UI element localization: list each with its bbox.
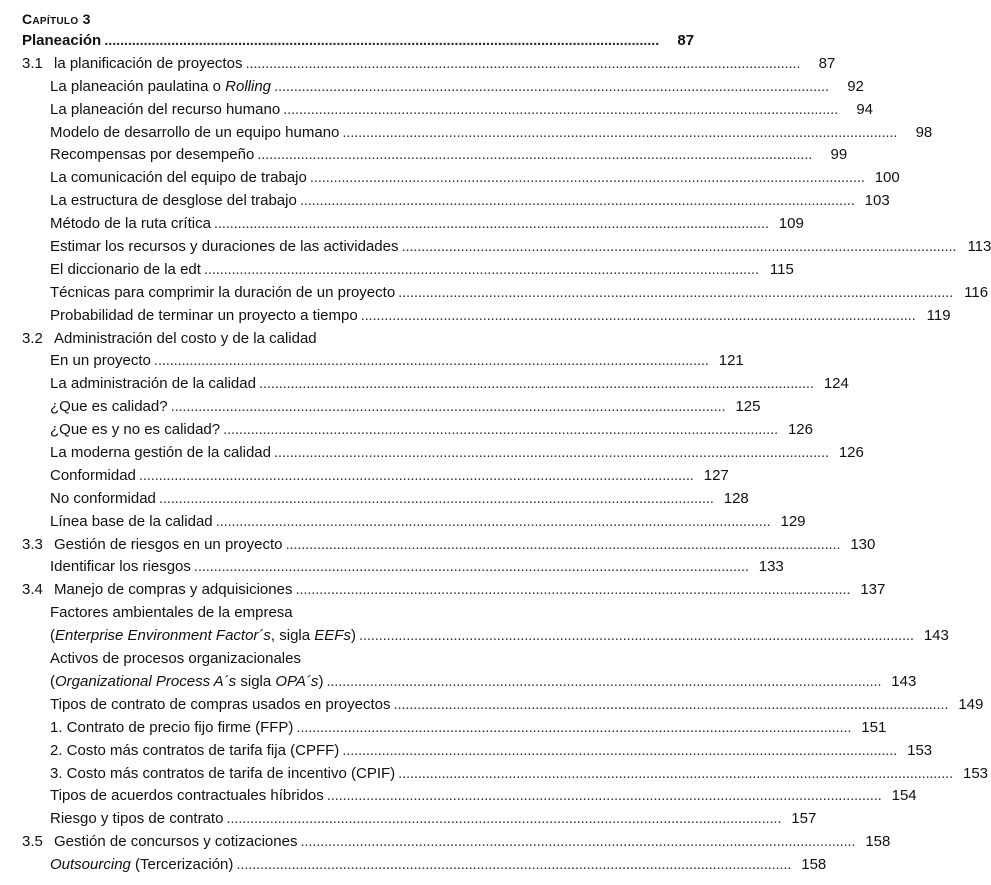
toc-page-number: 99 <box>830 146 848 164</box>
toc-page-number: 158 <box>865 833 891 851</box>
toc-title: La administración de la calidad <box>50 375 256 393</box>
toc-title: la planificación de proyectos <box>54 54 243 72</box>
leader-dots <box>257 144 810 167</box>
leader-dots <box>296 717 849 740</box>
toc-page-number: 129 <box>780 512 806 530</box>
leader-dots <box>204 259 757 282</box>
toc-page-number: 153 <box>963 764 989 782</box>
toc-title: Identificar los riesgos <box>50 558 191 576</box>
toc-section-3-1[interactable] <box>22 53 836 76</box>
toc-title: La planeación del recurso humano <box>50 100 281 118</box>
section-number: 3.3 <box>22 535 43 553</box>
toc-title: La comunicación del equipo de trabajo <box>50 169 307 187</box>
leader-dots <box>274 76 827 99</box>
toc-page-number: 151 <box>861 718 887 736</box>
toc-page-number: 121 <box>718 352 744 370</box>
toc-title: Recompensas por desempeño <box>50 146 255 164</box>
leader-dots <box>342 122 895 145</box>
toc-entry-continuation[interactable] <box>22 625 949 648</box>
toc-entry[interactable] <box>22 763 989 786</box>
toc-entry[interactable] <box>22 99 874 122</box>
leader-dots <box>300 831 853 854</box>
toc-title: Riesgo y tipos de contrato <box>50 810 224 828</box>
toc-section-3-2[interactable] <box>22 328 578 351</box>
toc-entry[interactable] <box>22 785 917 808</box>
toc-entry[interactable] <box>22 122 933 145</box>
toc-page-number: 137 <box>860 581 886 599</box>
toc-title: ¿Que es calidad? <box>50 398 168 416</box>
toc-entry[interactable] <box>22 717 887 740</box>
toc-page-number: 143 <box>923 627 949 645</box>
toc-title: (Organizational Process A´s sigla OPA´s) <box>50 672 324 690</box>
toc-title: La moderna gestión de la calidad <box>50 444 271 462</box>
toc-entry[interactable] <box>22 144 848 167</box>
section-number: 3.1 <box>22 54 43 72</box>
toc-title: Tipos de acuerdos contractuales híbridos <box>50 787 324 805</box>
leader-dots <box>285 534 838 557</box>
leader-dots <box>139 465 692 488</box>
toc-entry[interactable] <box>22 442 864 465</box>
toc-page-number: 113 <box>967 238 991 256</box>
leader-dots <box>398 763 951 786</box>
leader-dots <box>393 694 946 717</box>
toc-page-number: 100 <box>874 169 900 187</box>
toc-entry[interactable] <box>22 305 951 328</box>
toc-entry[interactable] <box>22 854 827 877</box>
toc-title: La estructura de desglose del trabajo <box>50 192 297 210</box>
toc-page-number: 116 <box>964 283 989 301</box>
toc-entry[interactable] <box>22 190 890 213</box>
toc-title: 1. Contrato de precio fijo firme (FFP) <box>50 718 294 736</box>
toc-entry[interactable] <box>22 76 864 99</box>
toc-entry[interactable] <box>22 556 784 579</box>
toc-title: Probabilidad de terminar un proyecto a tiempo <box>50 306 358 324</box>
leader-dots <box>342 740 895 763</box>
toc-page-number: 119 <box>926 306 951 324</box>
toc-entry[interactable] <box>22 465 729 488</box>
toc-page-number: 94 <box>856 100 874 118</box>
toc-page-number: 149 <box>958 695 984 713</box>
toc-section-3-3[interactable] <box>22 534 876 557</box>
toc-page-number: 126 <box>838 444 864 462</box>
toc-page-number: 103 <box>864 192 890 210</box>
leader-dots <box>326 671 879 694</box>
toc-title: Estimar los recursos y duraciones de las actividades <box>50 238 399 256</box>
toc-chapter-heading[interactable] <box>22 30 695 53</box>
leader-dots <box>402 236 955 259</box>
chapter-label: Capítulo 3 <box>22 11 91 27</box>
toc-title: La planeación paulatina o Rolling <box>50 77 272 95</box>
toc-entry[interactable] <box>22 396 761 419</box>
toc-entry[interactable] <box>22 373 849 396</box>
toc-title: Administración del costo y de la calidad <box>54 329 317 347</box>
leader-dots <box>104 30 657 53</box>
toc-entry-continuation[interactable] <box>22 671 917 694</box>
leader-dots <box>236 854 789 877</box>
toc-entry[interactable] <box>22 167 900 190</box>
leader-dots <box>259 373 812 396</box>
leader-dots <box>216 511 769 534</box>
leader-dots <box>327 785 880 808</box>
toc-page-number: 115 <box>769 260 794 278</box>
toc-title: 3. Costo más contratos de tarifa de incentivo (CPIF) <box>50 764 396 782</box>
toc-page-number: 130 <box>850 535 876 553</box>
toc-page-number: 157 <box>791 810 817 828</box>
toc-entry[interactable] <box>22 282 989 305</box>
leader-dots <box>226 808 779 831</box>
leader-dots <box>274 442 827 465</box>
leader-dots <box>214 213 767 236</box>
leader-dots <box>159 488 712 511</box>
toc-title: Método de la ruta crítica <box>50 215 211 233</box>
toc-title: El diccionario de la edt <box>50 260 201 278</box>
toc-title: ¿Que es y no es calidad? <box>50 421 221 439</box>
toc-entry[interactable] <box>22 213 804 236</box>
toc-entry[interactable] <box>22 259 794 282</box>
toc-entry[interactable] <box>22 740 933 763</box>
leader-dots <box>194 556 747 579</box>
toc-title: No conformidad <box>50 489 156 507</box>
toc-page-number: 154 <box>891 787 917 805</box>
toc-title: Factores ambientales de la empresa <box>50 604 293 622</box>
toc-page-number: 109 <box>778 215 804 233</box>
toc-page-number: 98 <box>915 123 933 141</box>
leader-dots <box>245 53 798 76</box>
toc-page-number: 153 <box>907 741 933 759</box>
leader-dots <box>398 282 951 305</box>
toc-entry[interactable] <box>22 808 817 831</box>
toc-entry[interactable] <box>22 236 991 259</box>
toc-entry[interactable] <box>22 648 578 671</box>
toc-title: Manejo de compras y adquisiciones <box>54 581 293 599</box>
toc-title: Gestión de concursos y cotizaciones <box>54 833 298 851</box>
toc-title: (Enterprise Environment Factor´s, sigla EEFs) <box>50 627 356 645</box>
toc-page-number: 133 <box>758 558 784 576</box>
toc-title: 2. Costo más contratos de tarifa fija (CPFF) <box>50 741 340 759</box>
toc-entry[interactable] <box>22 350 744 373</box>
toc-page-number: 87 <box>677 32 695 49</box>
leader-dots <box>310 167 863 190</box>
toc-entry[interactable] <box>22 488 749 511</box>
toc-section-3-5[interactable] <box>22 831 891 854</box>
toc-section-3-4[interactable] <box>22 579 886 602</box>
section-number: 3.4 <box>22 581 43 599</box>
section-number: 3.5 <box>22 833 43 851</box>
leader-dots <box>223 419 776 442</box>
toc-title: Modelo de desarrollo de un equipo humano <box>50 123 340 141</box>
toc-title: En un proyecto <box>50 352 151 370</box>
toc-title: Gestión de riesgos en un proyecto <box>54 535 283 553</box>
toc-page-number: 124 <box>823 375 849 393</box>
leader-dots <box>154 350 707 373</box>
toc-page-number: 126 <box>787 421 813 439</box>
toc-page-number: 125 <box>735 398 761 416</box>
toc-page-number: 87 <box>818 54 836 72</box>
leader-dots <box>359 625 912 648</box>
toc-entry[interactable] <box>22 602 578 625</box>
toc-title: Conformidad <box>50 466 136 484</box>
leader-dots <box>283 99 836 122</box>
toc-page-number: 127 <box>703 466 729 484</box>
toc-page-number: 92 <box>847 77 864 95</box>
toc-title: Tipos de contrato de compras usados en proyectos <box>50 695 391 713</box>
leader-dots <box>300 190 853 213</box>
toc-title: Planeación <box>22 32 102 49</box>
leader-dots <box>361 305 914 328</box>
toc-title: Técnicas para comprimir la duración de un proyecto <box>50 283 396 301</box>
toc-entry[interactable] <box>22 511 806 534</box>
leader-dots <box>295 579 848 602</box>
toc-page-number: 158 <box>801 856 827 874</box>
leader-dots <box>171 396 724 419</box>
toc-entry[interactable] <box>22 694 984 717</box>
toc-entry[interactable] <box>22 419 813 442</box>
toc-page-number: 143 <box>891 672 917 690</box>
toc-title: Activos de procesos organizacionales <box>50 650 301 668</box>
section-number: 3.2 <box>22 329 43 347</box>
toc-title: Línea base de la calidad <box>50 512 213 530</box>
toc-page-number: 128 <box>723 489 749 507</box>
toc-title: Outsourcing (Tercerización) <box>50 856 234 874</box>
